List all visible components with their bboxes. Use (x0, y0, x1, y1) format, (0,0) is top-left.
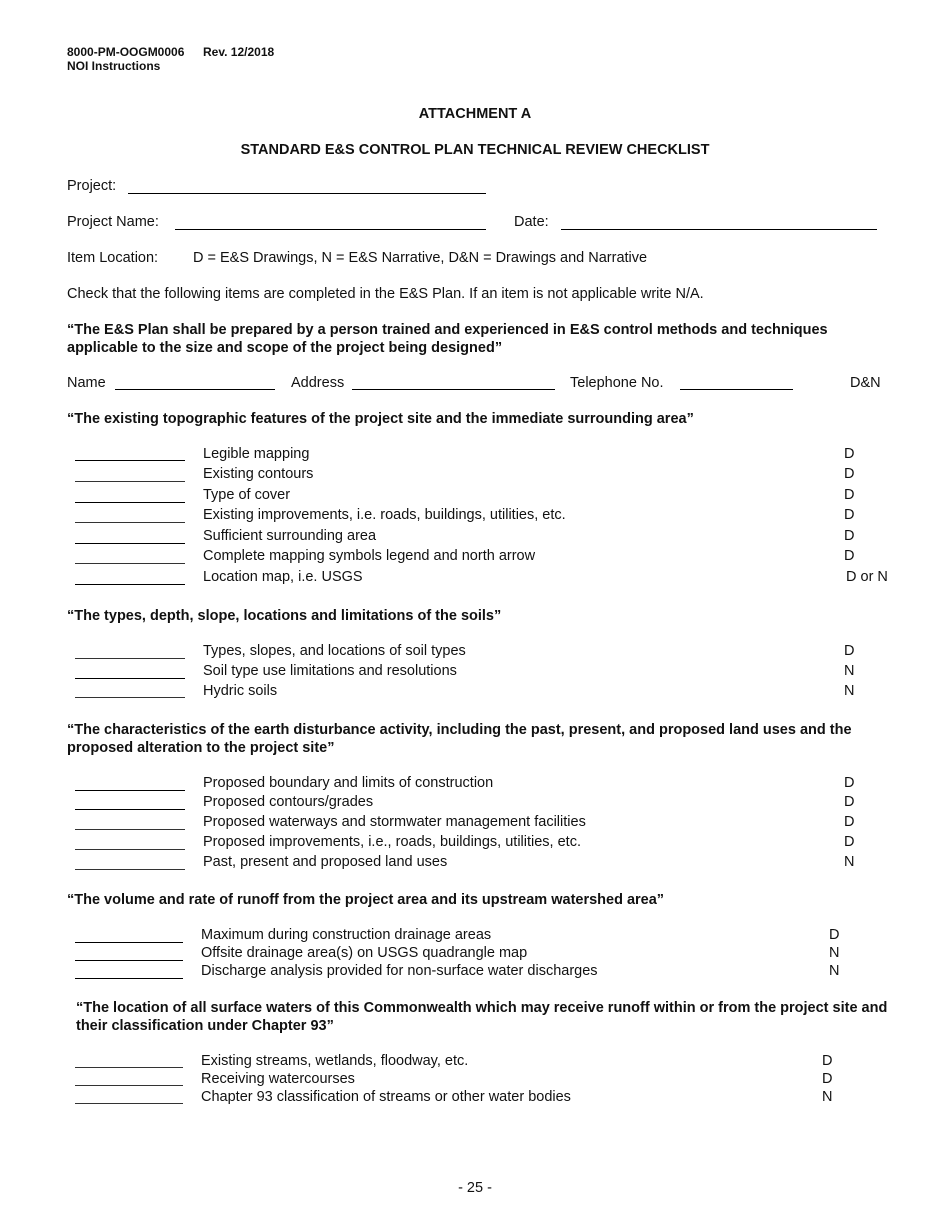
checklist-title: STANDARD E&S CONTROL PLAN TECHNICAL REVIEW CHECKLIST (240, 142, 710, 158)
check-blank[interactable] (75, 809, 185, 810)
instruction-text: Check that the following items are completed in the E&S Plan. If an item is not applicable write N/A. (67, 286, 704, 302)
check-blank[interactable] (75, 460, 185, 461)
date-field[interactable] (561, 229, 877, 230)
item-code: D (822, 1071, 833, 1087)
checklist-item: Legible mapping (203, 446, 310, 462)
preparer-code: D&N (850, 375, 881, 391)
checklist-item: Proposed boundary and limits of construction (203, 775, 494, 791)
item-code: D (844, 528, 855, 544)
checklist-item: Proposed waterways and stormwater management facilities (203, 814, 586, 830)
checklist-item: Complete mapping symbols legend and north arrow (203, 548, 536, 564)
date-label: Date: (514, 214, 549, 230)
checklist-item: Past, present and proposed land uses (203, 854, 448, 870)
section-heading: “The characteristics of the earth disturbance activity, including the past, present, and proposed land uses and the proposed alteration to the project site” (67, 722, 852, 756)
check-blank[interactable] (75, 678, 185, 679)
item-code: D (844, 466, 855, 482)
section-heading: “The volume and rate of runoff from the project area and its upstream watershed area” (67, 892, 665, 908)
checklist-item: Discharge analysis provided for non-surface water discharges (201, 963, 598, 979)
check-blank[interactable] (75, 1085, 183, 1086)
item-code: D (844, 775, 855, 791)
check-blank[interactable] (75, 960, 183, 961)
check-blank[interactable] (75, 978, 183, 979)
item-location-legend: D = E&S Drawings, N = E&S Narrative, D&N = Drawings and Narrative (193, 250, 648, 266)
check-blank[interactable] (75, 481, 185, 482)
doc-number: 8000-PM-OOGM0006 (67, 45, 185, 59)
check-blank[interactable] (75, 849, 185, 850)
item-code: D or N (846, 569, 888, 585)
checklist-item: Maximum during construction drainage areas (201, 927, 492, 943)
checklist-item: Receiving watercourses (201, 1071, 355, 1087)
checklist-item: Soil type use limitations and resolutions (203, 663, 457, 679)
item-code: D (844, 487, 855, 503)
check-blank[interactable] (75, 1067, 183, 1068)
check-blank[interactable] (75, 829, 185, 830)
name-label: Name (67, 375, 106, 391)
checklist-item: Existing contours (203, 466, 314, 482)
address-label: Address (291, 375, 345, 391)
check-blank[interactable] (75, 658, 185, 659)
check-blank[interactable] (75, 790, 185, 791)
telephone-label: Telephone No. (570, 375, 664, 391)
name-field[interactable] (115, 389, 275, 390)
check-blank[interactable] (75, 563, 185, 564)
check-blank[interactable] (75, 697, 185, 698)
checklist-item: Location map, i.e. USGS (203, 569, 363, 585)
section-heading: “The location of all surface waters of this Commonwealth which may receive runoff within or from the project site and their classification under Chapter 93” (76, 1000, 888, 1034)
item-code: N (829, 945, 840, 961)
check-blank[interactable] (75, 1103, 183, 1104)
item-code: N (822, 1089, 833, 1105)
page-number: - 25 - (458, 1180, 492, 1196)
checklist-item: Types, slopes, and locations of soil types (203, 643, 466, 659)
section-heading: “The existing topographic features of the project site and the immediate surrounding area” (67, 411, 694, 427)
project-label: Project: (67, 178, 117, 194)
checklist-item: Proposed improvements, i.e., roads, buildings, utilities, etc. (203, 834, 581, 850)
item-location-label: Item Location: (67, 250, 159, 266)
item-code: N (844, 663, 855, 679)
doc-title: NOI Instructions (67, 59, 161, 73)
item-code: D (844, 814, 855, 830)
attachment-title: ATTACHMENT A (418, 106, 532, 122)
check-blank[interactable] (75, 584, 185, 585)
item-code: D (844, 446, 855, 462)
item-code: D (829, 927, 840, 943)
item-code: D (844, 548, 855, 564)
checklist-item: Proposed contours/grades (203, 794, 374, 810)
section-heading: “The types, depth, slope, locations and limitations of the soils” (67, 608, 502, 624)
checklist-item: Sufficient surrounding area (203, 528, 377, 544)
project-name-label: Project Name: (67, 214, 159, 230)
checklist-item: Existing improvements, i.e. roads, buildings, utilities, etc. (203, 507, 566, 523)
doc-revision: Rev. 12/2018 (203, 45, 275, 59)
check-blank[interactable] (75, 942, 183, 943)
checklist-item: Offsite drainage area(s) on USGS quadrangle map (201, 945, 528, 961)
checklist-item: Hydric soils (203, 683, 278, 699)
address-field[interactable] (352, 389, 555, 390)
check-blank[interactable] (75, 522, 185, 523)
item-code: N (844, 683, 855, 699)
item-code: D (844, 643, 855, 659)
item-code: D (844, 507, 855, 523)
checklist-item: Type of cover (203, 487, 291, 503)
check-blank[interactable] (75, 543, 185, 544)
checklist-item: Existing streams, wetlands, floodway, etc. (201, 1053, 469, 1069)
project-field[interactable] (128, 193, 486, 194)
check-blank[interactable] (75, 502, 185, 503)
item-code: D (844, 834, 855, 850)
item-code: D (822, 1053, 833, 1069)
telephone-field[interactable] (680, 389, 793, 390)
project-name-field[interactable] (175, 229, 486, 230)
item-code: N (844, 854, 855, 870)
item-code: N (829, 963, 840, 979)
item-code: D (844, 794, 855, 810)
check-blank[interactable] (75, 869, 185, 870)
checklist-item: Chapter 93 classification of streams or other water bodies (201, 1089, 571, 1105)
preparer-heading: “The E&S Plan shall be prepared by a person trained and experienced in E&S control methods and techniques applicable to the size and scope of the project being designed” (67, 322, 828, 356)
